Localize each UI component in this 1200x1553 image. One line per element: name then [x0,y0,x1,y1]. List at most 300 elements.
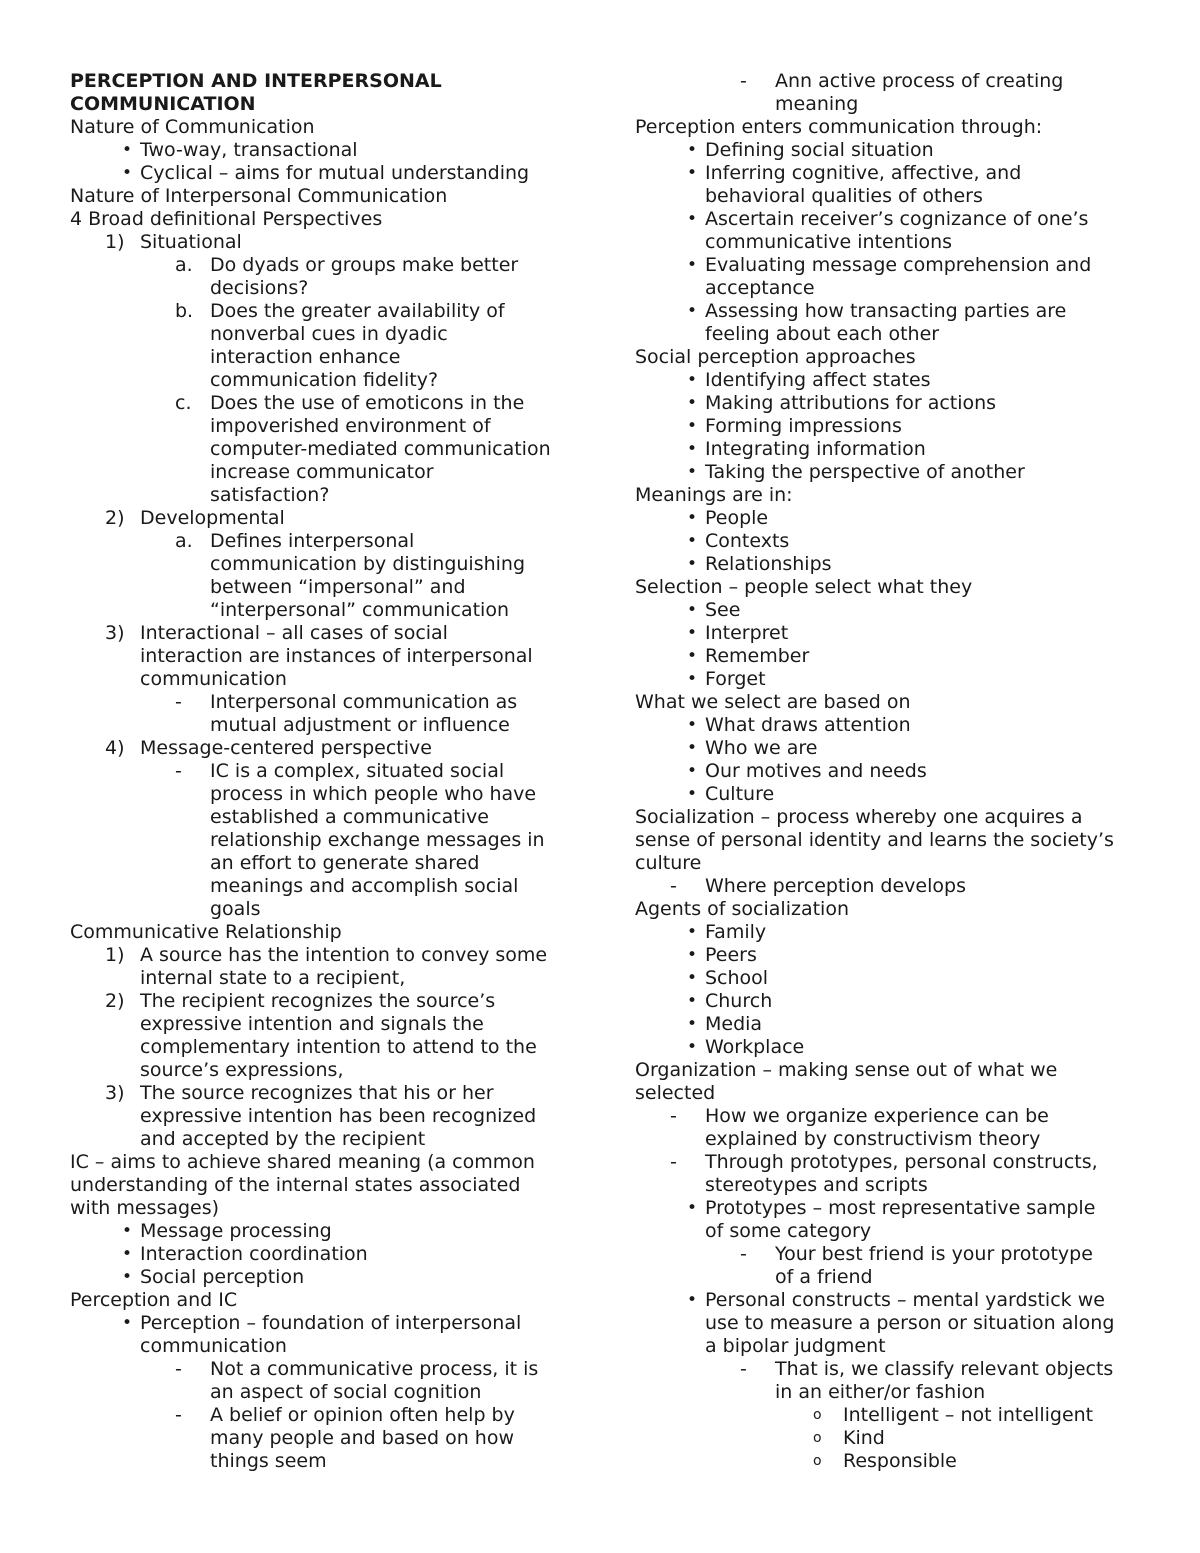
text-line [635,346,1140,369]
text-line [70,599,570,622]
line-text: Communicative Relationship [70,921,342,943]
line-text: feeling about each other [705,323,940,345]
line-text: nonverbal cues in dyadic [210,323,448,345]
line-text: an aspect of social cognition [210,1381,482,1403]
line-text: Media [705,1013,763,1035]
line-text: Not a communicative process, it is [210,1358,539,1380]
bullet-marker: • [687,945,698,965]
text-line [70,1082,570,1105]
bullet-marker: • [687,416,698,436]
text-line [635,553,1140,576]
line-text: sense of personal identity and learns the society’s [635,829,1114,851]
text-line [635,70,1140,93]
bullet-marker: • [687,301,698,321]
dash-marker: - [175,760,182,782]
line-text: PERCEPTION AND INTERPERSONAL [70,70,442,92]
line-text: Personal constructs – mental yardstick we [705,1289,1105,1311]
line-text: Cyclical – aims for mutual understanding [140,162,530,184]
text-line [70,553,570,576]
text-line [635,944,1140,967]
text-line [70,415,570,438]
line-text: explained by constructivism theory [705,1128,1041,1150]
line-text: Evaluating message comprehension and [705,254,1092,276]
text-line [70,691,570,714]
bullet-marker: • [687,255,698,275]
line-text: Interpersonal communication as [210,691,518,713]
text-line [635,599,1140,622]
dash-marker: - [175,1358,182,1380]
line-text: Peers [705,944,757,966]
text-line [70,1128,570,1151]
text-line [635,1404,1140,1427]
left-column [70,70,570,1473]
line-text: Situational [140,231,242,253]
text-line [70,346,570,369]
text-line [635,1335,1140,1358]
right-column [635,70,1140,1473]
text-line [635,691,1140,714]
circle-bullet-marker: o [813,1430,822,1446]
line-text: Ann active process of creating [775,70,1064,92]
line-text: Where perception develops [705,875,966,897]
text-line [70,967,570,990]
bullet-marker: • [687,508,698,528]
line-text: acceptance [705,277,815,299]
bullet-marker: • [687,646,698,666]
text-line [635,898,1140,921]
line-text: mutual adjustment or influence [210,714,510,736]
line-text: What we select are based on [635,691,911,713]
text-line [635,277,1140,300]
text-line [635,737,1140,760]
text-line [70,1381,570,1404]
circle-bullet-marker: o [813,1407,822,1423]
bullet-marker: • [122,140,133,160]
text-line [635,369,1140,392]
line-text: understanding of the internal states associated [70,1174,521,1196]
line-text: Selection – people select what they [635,576,973,598]
text-line [70,1220,570,1243]
bullet-marker: • [687,370,698,390]
bullet-marker: • [122,1221,133,1241]
bullet-marker: • [687,968,698,988]
text-line [70,323,570,346]
line-text: The source recognizes that his or her [140,1082,494,1104]
line-text: communication [140,668,287,690]
text-line [70,1243,570,1266]
text-line [70,760,570,783]
text-line [635,1312,1140,1335]
text-line [70,530,570,553]
text-line [635,116,1140,139]
line-text: of a friend [775,1266,873,1288]
bullet-marker: • [687,1290,698,1310]
line-text: Identifying affect states [705,369,931,391]
line-text: COMMUNICATION [70,93,256,115]
line-text: Interaction coordination [140,1243,368,1265]
text-line [70,300,570,323]
bullet-marker: • [687,991,698,1011]
text-line [635,783,1140,806]
text-line [70,231,570,254]
list-number-marker: 3) [105,1082,125,1104]
line-text: Who we are [705,737,818,759]
line-text: How we organize experience can be [705,1105,1049,1127]
dash-marker: - [175,691,182,713]
line-text: communication [140,1335,287,1357]
line-text: behavioral qualities of others [705,185,983,207]
line-text: Culture [705,783,775,805]
bullet-marker: • [687,209,698,229]
dash-marker: - [740,1358,747,1380]
line-text: Message-centered perspective [140,737,432,759]
dash-marker: - [175,1404,182,1426]
line-text: Forming impressions [705,415,902,437]
text-line [70,1404,570,1427]
text-line [635,1151,1140,1174]
line-text: A source has the intention to convey some [140,944,548,966]
text-line [635,323,1140,346]
text-line [70,1013,570,1036]
line-text: Assessing how transacting parties are [705,300,1067,322]
line-text: internal state to a recipient, [140,967,406,989]
text-line [70,1174,570,1197]
text-line [635,829,1140,852]
text-line [70,1335,570,1358]
text-line [635,185,1140,208]
line-text: IC – aims to achieve shared meaning (a common [70,1151,535,1173]
text-line [70,1427,570,1450]
text-line [635,645,1140,668]
document-title-line [70,93,570,116]
text-line [635,1289,1140,1312]
line-text: expressive intention has been recognized [140,1105,537,1127]
line-text: of some category [705,1220,872,1242]
bullet-marker: • [687,1037,698,1057]
text-line [70,1450,570,1473]
line-text: Intelligent – not intelligent [843,1404,1094,1426]
line-text: interaction enhance [210,346,401,368]
line-text: with messages) [70,1197,220,1219]
line-text: IC is a complex, situated social [210,760,505,782]
text-line [70,438,570,461]
line-text: Perception and IC [70,1289,238,1311]
line-text: Does the use of emoticons in the [210,392,525,414]
line-text: Message processing [140,1220,332,1242]
line-text: many people and based on how [210,1427,515,1449]
line-text: Nature of Interpersonal Communication [70,185,448,207]
line-text: Our motives and needs [705,760,927,782]
line-text: Agents of socialization [635,898,849,920]
line-text: Making attributions for actions [705,392,997,414]
bullet-marker: • [687,738,698,758]
text-line [635,852,1140,875]
text-line [635,1450,1140,1473]
document-title-line [70,70,570,93]
text-line [70,1358,570,1381]
line-text: meaning [775,93,859,115]
text-line [70,576,570,599]
text-line [635,1036,1140,1059]
bullet-marker: • [687,922,698,942]
line-text: computer-mediated communication [210,438,551,460]
text-line [70,1197,570,1220]
line-text: Your best friend is your prototype [775,1243,1093,1265]
text-line [70,944,570,967]
line-text: impoverished environment of [210,415,491,437]
text-line [635,806,1140,829]
bullet-marker: • [687,1014,698,1034]
line-text: Nature of Communication [70,116,315,138]
text-line [70,921,570,944]
text-line [635,1128,1140,1151]
text-line [635,714,1140,737]
line-text: Defines interpersonal [210,530,415,552]
bullet-marker: • [687,761,698,781]
bullet-marker: • [687,1198,698,1218]
text-line [635,415,1140,438]
text-line [635,1013,1140,1036]
line-text: goals [210,898,261,920]
line-text: an effort to generate shared [210,852,480,874]
text-line [70,208,570,231]
line-text: 4 Broad definitional Perspectives [70,208,383,230]
text-line [635,530,1140,553]
line-text: meanings and accomplish social [210,875,519,897]
line-text: Two-way, transactional [140,139,358,161]
list-number-marker: 1) [105,231,125,253]
line-text: expressive intention and signals the [140,1013,484,1035]
line-text: A belief or opinion often help by [210,1404,515,1426]
list-number-marker: b. [175,300,194,322]
line-text: Interactional – all cases of social [140,622,448,644]
line-text: Workplace [705,1036,805,1058]
line-text: Taking the perspective of another [705,461,1025,483]
line-text: Integrating information [705,438,926,460]
line-text: decisions? [210,277,309,299]
text-line [70,1036,570,1059]
text-line [635,461,1140,484]
line-text: and accepted by the recipient [140,1128,426,1150]
line-text: Kind [843,1427,885,1449]
text-line [635,254,1140,277]
text-line [70,1151,570,1174]
text-line [70,783,570,806]
text-line [70,1059,570,1082]
line-text: between “impersonal” and [210,576,466,598]
line-text: Church [705,990,773,1012]
list-number-marker: 4) [105,737,125,759]
line-text: interaction are instances of interpersonal [140,645,533,667]
line-text: Responsible [843,1450,957,1472]
text-line [635,990,1140,1013]
text-line [70,645,570,668]
list-number-marker: a. [175,530,193,552]
line-text: “interpersonal” communication [210,599,509,621]
text-line [70,369,570,392]
text-line [635,300,1140,323]
text-line [635,1427,1140,1450]
line-text: Does the greater availability of [210,300,505,322]
line-text: in an either/or fashion [775,1381,986,1403]
text-line [70,1289,570,1312]
bullet-marker: • [687,600,698,620]
text-line [635,139,1140,162]
line-text: People [705,507,769,529]
text-line [70,507,570,530]
text-line [70,277,570,300]
text-line [635,93,1140,116]
bullet-marker: • [687,163,698,183]
line-text: See [705,599,741,621]
text-line [635,1381,1140,1404]
line-text: Organization – making sense out of what we [635,1059,1058,1081]
text-line [635,1059,1140,1082]
bullet-marker: • [687,531,698,551]
text-line [70,714,570,737]
text-line [70,737,570,760]
line-text: That is, we classify relevant objects [775,1358,1114,1380]
line-text: increase communicator [210,461,434,483]
bullet-marker: • [122,1244,133,1264]
line-text: Prototypes – most representative sample [705,1197,1096,1219]
bullet-marker: • [122,1267,133,1287]
dash-marker: - [740,70,747,92]
line-text: communicative intentions [705,231,953,253]
line-text: Relationships [705,553,832,575]
text-line [635,1266,1140,1289]
text-line [635,921,1140,944]
line-text: Family [705,921,767,943]
line-text: source’s expressions, [140,1059,344,1081]
line-text: Defining social situation [705,139,934,161]
text-line [70,668,570,691]
text-line [635,162,1140,185]
text-line [635,1197,1140,1220]
list-number-marker: 3) [105,622,125,644]
text-line [70,116,570,139]
line-text: Ascertain receiver’s cognizance of one’s [705,208,1089,230]
line-text: Social perception approaches [635,346,916,368]
line-text: selected [635,1082,716,1104]
text-line [635,1243,1140,1266]
text-line [70,162,570,185]
line-text: a bipolar judgment [705,1335,886,1357]
text-line [70,139,570,162]
line-text: Social perception [140,1266,305,1288]
line-text: culture [635,852,702,874]
text-line [70,185,570,208]
text-line [70,254,570,277]
text-line [635,208,1140,231]
list-number-marker: 1) [105,944,125,966]
text-line [635,438,1140,461]
line-text: Perception enters communication through: [635,116,1043,138]
line-text: Inferring cognitive, affective, and [705,162,1022,184]
bullet-marker: • [687,715,698,735]
line-text: communication by distinguishing [210,553,526,575]
line-text: communication fidelity? [210,369,439,391]
bullet-marker: • [687,669,698,689]
text-line [70,852,570,875]
text-line [70,875,570,898]
text-line [635,576,1140,599]
circle-bullet-marker: o [813,1453,822,1469]
text-line [635,1174,1140,1197]
text-line [635,1082,1140,1105]
line-text: things seem [210,1450,327,1472]
line-text: relationship exchange messages in [210,829,545,851]
text-line [70,1105,570,1128]
bullet-marker: • [687,462,698,482]
text-line [635,1358,1140,1381]
line-text: Meanings are in: [635,484,793,506]
bullet-marker: • [687,439,698,459]
text-line [70,829,570,852]
text-line [635,622,1140,645]
line-text: established a communicative [210,806,489,828]
line-text: Through prototypes, personal constructs, [705,1151,1098,1173]
text-line [70,898,570,921]
line-text: process in which people who have [210,783,537,805]
bullet-marker: • [687,784,698,804]
line-text: satisfaction? [210,484,330,506]
list-number-marker: c. [175,392,192,414]
bullet-marker: • [122,1313,133,1333]
line-text: Contexts [705,530,790,552]
text-line [70,484,570,507]
line-text: What draws attention [705,714,911,736]
text-line [635,875,1140,898]
text-line [635,1105,1140,1128]
text-line [635,668,1140,691]
text-line [70,990,570,1013]
bullet-marker: • [687,554,698,574]
list-number-marker: a. [175,254,193,276]
bullet-marker: • [687,623,698,643]
line-text: Perception – foundation of interpersonal [140,1312,522,1334]
text-line [70,806,570,829]
text-line [635,484,1140,507]
dash-marker: - [670,1105,677,1127]
text-line [635,507,1140,530]
line-text: stereotypes and scripts [705,1174,928,1196]
text-line [635,231,1140,254]
text-line [70,622,570,645]
line-text: School [705,967,769,989]
text-line [70,392,570,415]
dash-marker: - [670,875,677,897]
dash-marker: - [740,1243,747,1265]
list-number-marker: 2) [105,507,125,529]
text-line [70,1312,570,1335]
line-text: Do dyads or groups make better [210,254,519,276]
line-text: Developmental [140,507,285,529]
dash-marker: - [670,1151,677,1173]
bullet-marker: • [687,140,698,160]
bullet-marker: • [687,393,698,413]
text-line [70,1266,570,1289]
line-text: use to measure a person or situation along [705,1312,1115,1334]
text-line [635,1220,1140,1243]
line-text: The recipient recognizes the source’s [140,990,496,1012]
line-text: Interpret [705,622,789,644]
line-text: Remember [705,645,810,667]
line-text: complementary intention to attend to the [140,1036,537,1058]
text-line [635,967,1140,990]
line-text: Socialization – process whereby one acquires a [635,806,1083,828]
text-line [635,392,1140,415]
